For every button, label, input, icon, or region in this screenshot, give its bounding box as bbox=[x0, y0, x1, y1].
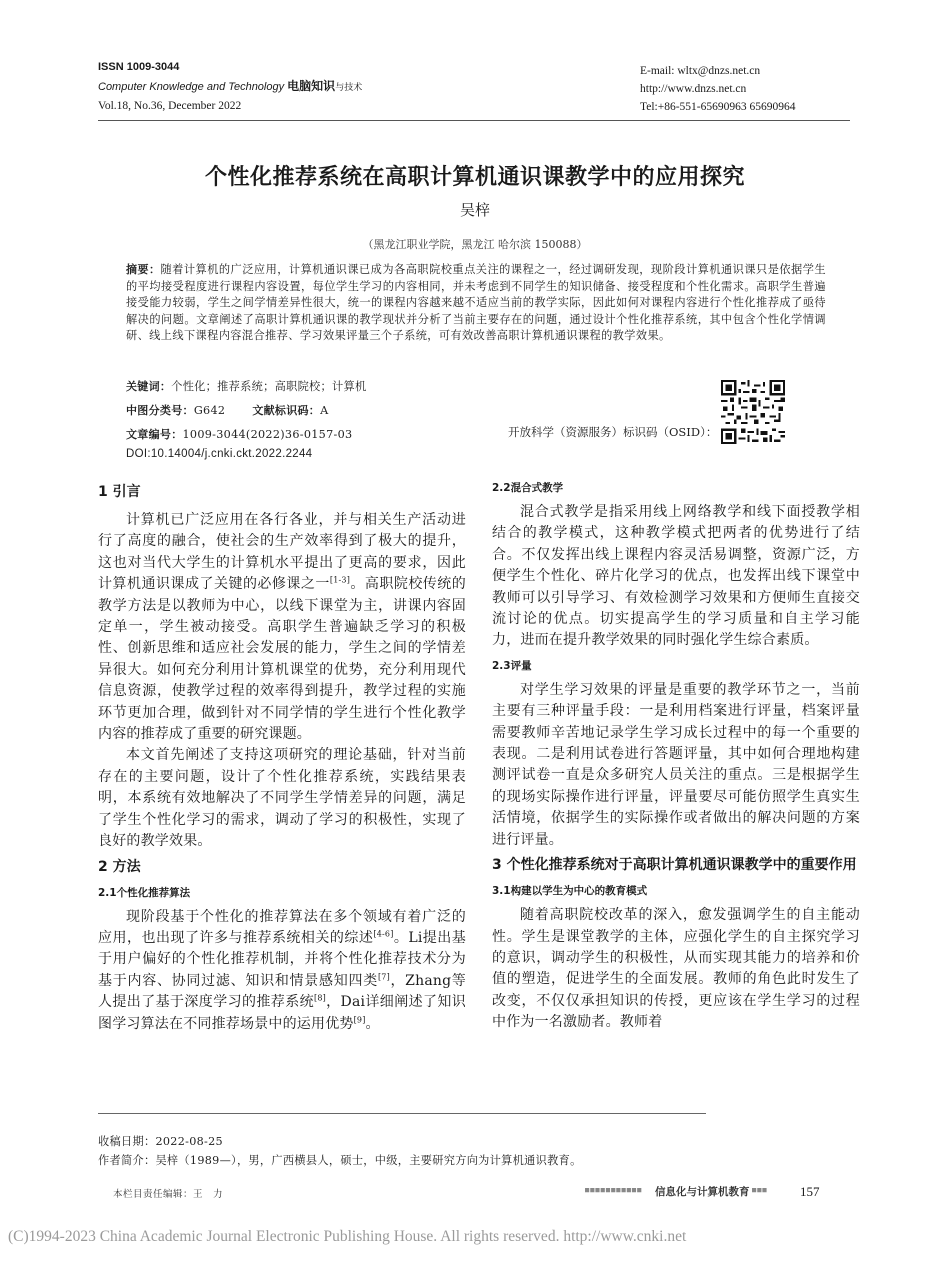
footer-dots-right: ■■■ bbox=[752, 1186, 768, 1194]
keywords-label: 关键词： bbox=[126, 380, 172, 393]
contact-email: E-mail: wltx@dnzs.net.cn bbox=[640, 65, 761, 77]
journal-name-en: Computer Knowledge and Technology bbox=[98, 81, 285, 93]
header-rule bbox=[98, 120, 850, 121]
journal-contact bbox=[640, 62, 880, 116]
paper-title: 个性化推荐系统在高职计算机通识课教学中的应用探究 bbox=[204, 165, 745, 190]
section-name: 信息化与计算机教育 bbox=[655, 1186, 750, 1198]
paragraph-text: 。 bbox=[365, 1015, 380, 1032]
clc-value: G642 bbox=[193, 404, 226, 417]
footer-dots-left: ■■■■■■■■■■■ bbox=[585, 1186, 643, 1194]
article-number-label: 文章编号： bbox=[126, 428, 183, 441]
paragraph-text: ，Zhang等人提出了基于深度学习的推荐系统 bbox=[98, 972, 466, 1011]
paragraph: 本文首先阐述了支持这项研究的理论基础，针对当前存在的主要问题，设计了个性化推荐系统，实践结果表明，本系统有效地解决了不同学生学情差异的问题，满足了学生个性化学习的需求，调动了学习的积极性，实现了良好的教学效果。 bbox=[98, 747, 466, 850]
body-column-left bbox=[98, 480, 466, 1035]
subsection-heading-3-1: 3.1构建以学生为中心的教育模式 bbox=[492, 885, 648, 898]
abstract-label: 摘要： bbox=[126, 263, 161, 276]
paragraph: 对学生学习效果的评量是重要的教学环节之一，当前主要有三种评量手段：一是利用档案进行评量，档案评量需要教师辛苦地记录学生学习成长过程中的每一个重要的表现。二是利用试卷进行答题评量，其中如何合理地构建测评试卷一直是众多研究人员关注的重点。三是根据学生的现场实际操作进行评量，评量要尽可能仿照学生真实生活情境，依据学生的实际操作或者做出的解决问题的方案进行评量。 bbox=[492, 681, 860, 848]
paragraph-text: 现阶段基于个性化的推荐算法在多个领域有着广泛的应用，也出现了许多与推荐系统相关的综述 bbox=[98, 908, 466, 946]
paragraph bbox=[98, 510, 466, 745]
author-bio: 作者简介：吴梓（1989—），男，广西横县人，硕士，中级，主要研究方向为计算机通识教育。 bbox=[98, 1154, 582, 1167]
footnote bbox=[98, 1132, 858, 1170]
received-date: 收稿日期：2022-08-25 bbox=[98, 1135, 223, 1148]
paragraph bbox=[98, 907, 466, 1035]
subsection-heading-2-1: 2.1个性化推荐算法 bbox=[98, 886, 191, 899]
paragraph: 混合式教学是指采用线上网络教学和线下面授教学相结合的教学模式，这种教学模式把两者的优势进行了结合。不仅发挥出线上课程内容灵活易调整，资源广泛，方便学生个性化、碎片化学习的优点，也发挥出线下课堂中教师可以引导学习、有效检测学习效果和方便师生直接交流讨论的优点。切实提高学生的学习质量和自主学习能力，进而在提升教学效果的同时强化学生综合素质。 bbox=[492, 504, 860, 649]
journal-name bbox=[98, 77, 458, 97]
doc-code-label: 文献标识码： bbox=[252, 404, 321, 417]
contact-tel: Tel:+86-551-65690963 65690964 bbox=[640, 101, 796, 113]
osid-label: 开放科学（资源服务）标识码（OSID）： bbox=[508, 425, 718, 439]
paragraph-text: 。Li提出基于用户偏好的个性化推荐机制，并将个性化推荐技术分为基于内容、协同过滤、知识和情景感知四类 bbox=[98, 929, 466, 989]
article-number bbox=[126, 426, 352, 442]
issn: ISSN 1009-3044 bbox=[98, 61, 180, 73]
citation[interactable]: [7] bbox=[377, 972, 390, 982]
author-affiliation: （黑龙江职业学院，黑龙江 哈尔滨 150088） bbox=[362, 238, 588, 251]
author-name: 吴梓 bbox=[459, 201, 490, 219]
journal-name-cn-suffix: 与技术 bbox=[335, 82, 363, 92]
section-heading-1: 1 引言 bbox=[98, 484, 141, 500]
page-number: 157 bbox=[800, 1184, 820, 1199]
journal-name-cn: 电脑知识 bbox=[287, 79, 336, 93]
subsection-heading-2-2: 2.2混合式教学 bbox=[492, 482, 564, 494]
abstract bbox=[126, 262, 826, 345]
section-heading-2: 2 方法 bbox=[98, 858, 141, 875]
paragraph-text: 。高职院校传统的教学方法是以教师为中心，以线下课堂为主，讲课内容固定单一，学生被动接受。高职学生普遍缺乏学习的积极性、创新思维和适应社会发展的能力，学生之间的学情差异很大。如何充分利用计算机课堂的优势，充分利用现代信息资源，使教学过程的效率得到提升，教学过程的实施环节更加合理，做到针对不同学情的学生进行个性化教学内容的推荐成了重要的研究课题。 bbox=[98, 576, 467, 743]
subsection-heading-2-3: 2.3评量 bbox=[492, 659, 532, 672]
contact-url: http://www.dnzs.net.cn bbox=[640, 83, 747, 95]
footnote-rule bbox=[98, 1113, 706, 1114]
column-editor: 本栏目责任编辑：王 力 bbox=[113, 1189, 224, 1200]
clc-label: 中图分类号： bbox=[126, 404, 194, 417]
doi[interactable]: DOI:10.14004/j.cnki.ckt.2022.2244 bbox=[126, 448, 313, 460]
section-heading-3: 3 个性化推荐系统对于高职计算机通识课教学中的重要作用 bbox=[492, 857, 857, 874]
keywords bbox=[126, 378, 367, 394]
citation[interactable]: [8] bbox=[314, 993, 326, 1003]
paragraph-text: 计算机已广泛应用在各行各业，并与相关生产活动进行了高度的融合，使社会的生产效率得到了极大的提升，这也对当代大学生的计算机水平提出了更高的要求，因此计算机通识课成了关键的必修课之一 bbox=[98, 512, 466, 593]
body-column-right bbox=[492, 480, 860, 1034]
abstract-text: 随着计算机的广泛应用，计算机通识课已成为各高职院校重点关注的课程之一，经过调研发现，现阶段计算机通识课只是依据学生的平均接受程度进行课程内容设置，每位学生学习的内容相同，并未考虑到不同学生的知识储备、接受程度和个性化需求。高职学生普遍接受能力较弱，学生之间学情差异性很大，统一的课程内容越来越不适应当前的教学实际，因此如何对课程内容进行个性化推荐成了亟待解决的问题。文章阐述了高职计算机通识课的教学现状并分析了当前主要存在的问题，通过设计个性化推荐系统，其中包含个性化学情调研、线上线下课程内容混合推荐、学习效果评量三个子系统，可有效改善高职计算机通识课程的教学效果。 bbox=[126, 263, 827, 343]
paragraph: 随着高职院校改革的深入，愈发强调学生的自主能动性。学生是课堂教学的主体，应强化学生的自主探究学习的意识，调动学生的积极性，从而实现其能力的培养和价值的塑造，促进学生的全面发展。教师的角色此时发生了改变，不仅仅承担知识的传授，更应该在学生学习的过程中作为一名激励者。教师着 bbox=[492, 907, 860, 1031]
volume-info: Vol.18, No.36, December 2022 bbox=[98, 100, 242, 112]
doc-code-value: A bbox=[320, 404, 329, 417]
citation[interactable]: [9] bbox=[353, 1014, 366, 1024]
paragraph-text: ，Dai详细阐述了知识图学习算法在不同推荐场景中的运用优势 bbox=[98, 994, 467, 1032]
qr-code-icon[interactable] bbox=[721, 380, 785, 444]
citation[interactable]: [4-6] bbox=[373, 929, 394, 939]
citation[interactable]: [1-3] bbox=[329, 575, 351, 585]
classification bbox=[126, 402, 329, 418]
keywords-value: 个性化；推荐系统；高职院校；计算机 bbox=[171, 380, 367, 393]
copyright-notice: (C)1994-2023 China Academic Journal Electronic Publishing House. All rights reserved. http://www.cnki.net bbox=[8, 1228, 687, 1245]
journal-header bbox=[98, 58, 458, 116]
article-number-value: 1009-3044(2022)36-0157-03 bbox=[182, 428, 353, 441]
